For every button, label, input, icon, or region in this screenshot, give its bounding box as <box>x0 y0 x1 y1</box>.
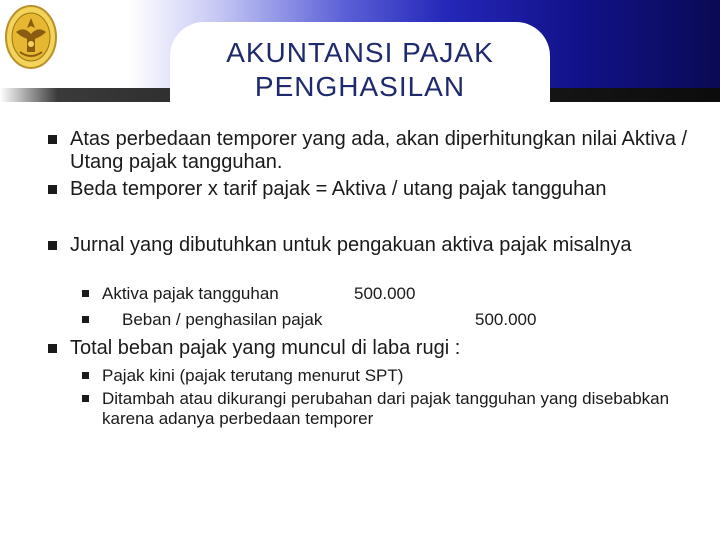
journal-amount: 500.000 <box>475 310 537 329</box>
square-bullet-icon <box>82 395 89 402</box>
bullet-item <box>48 234 688 257</box>
bullet-item <box>48 178 688 201</box>
square-bullet-icon <box>82 316 89 323</box>
square-bullet-icon <box>82 290 89 297</box>
journal-line-credit <box>82 310 682 330</box>
bullet-text: Total beban pajak yang muncul di laba rugi : <box>70 337 461 359</box>
sub-bullet-text: Ditambah atau dikurangi perubahan dari pajak tangguhan yang disebabkan karena adanya perbedaan temporer <box>102 389 670 428</box>
square-bullet-icon <box>82 372 89 379</box>
square-bullet-icon <box>48 344 57 353</box>
bullet-item <box>48 128 688 174</box>
journal-amount: 500.000 <box>354 284 416 303</box>
journal-account: Aktiva pajak tangguhan <box>102 284 279 303</box>
square-bullet-icon <box>48 185 57 194</box>
bullet-text: Atas perbedaan temporer yang ada, akan diperhitungkan nilai Aktiva / Utang pajak tangguhan. <box>70 128 688 173</box>
square-bullet-icon <box>48 135 57 144</box>
garuda-seal-icon <box>4 4 58 70</box>
bullet-text: Beda temporer x tarif pajak = Aktiva / utang pajak tangguhan <box>70 178 607 200</box>
sub-bullet-item <box>82 366 682 386</box>
title-box <box>170 22 550 102</box>
bullet-item <box>48 337 688 360</box>
bullet-text: Jurnal yang dibutuhkan untuk pengakuan aktiva pajak misalnya <box>70 234 632 256</box>
sub-bullet-text: Pajak kini (pajak terutang menurut SPT) <box>102 366 404 385</box>
journal-line-debit <box>82 284 682 304</box>
square-bullet-icon <box>48 241 57 250</box>
journal-account: Beban / penghasilan pajak <box>122 310 323 329</box>
page-title: AKUNTANSI PAJAK PENGHASILAN <box>226 37 494 102</box>
sub-bullet-item <box>82 389 682 429</box>
